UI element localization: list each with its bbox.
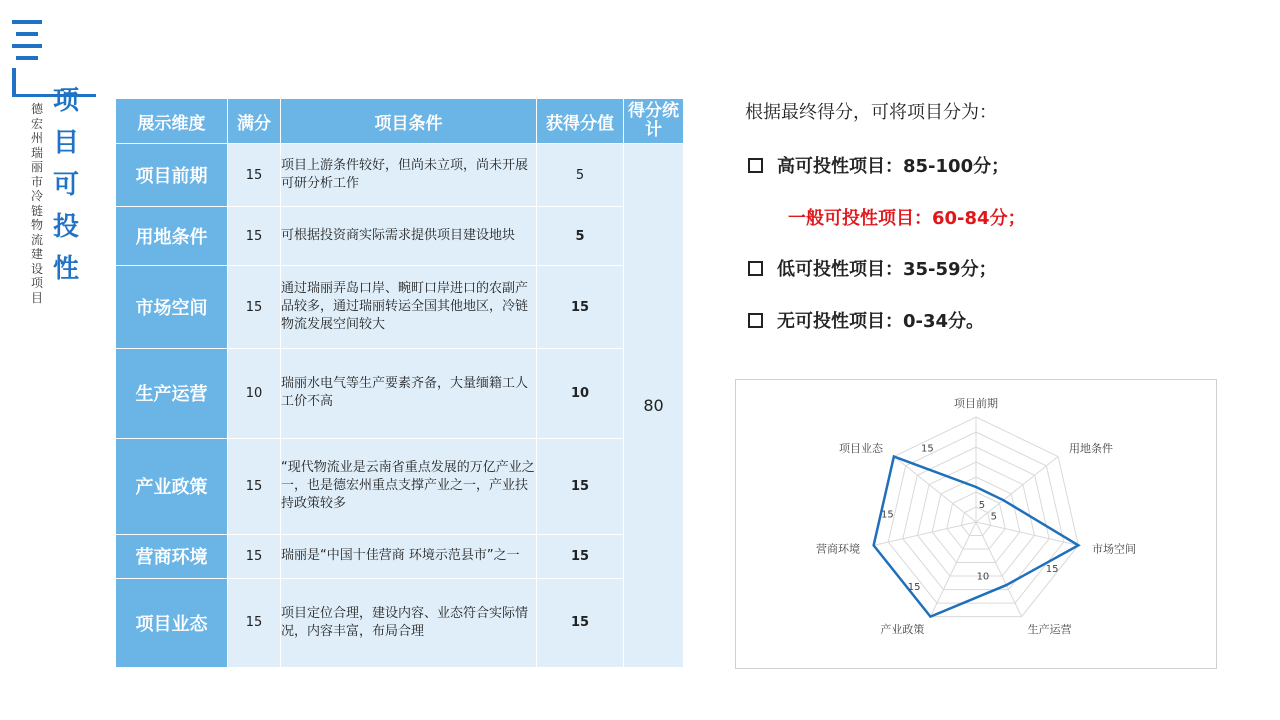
radar-category-label: 项目业态 [838,441,883,455]
row-condition: 瑞丽水电气等生产要素齐备，大量缅籍工人工价不高 [281,349,537,438]
header-total: 得分统计 [624,99,684,144]
row-score: 5 [537,144,624,207]
radar-data-label: 10 [976,571,990,583]
level-high [748,152,1009,178]
row-dimension: 营商环境 [116,534,228,578]
radar-data-label: 15 [921,443,934,455]
radar-category-label: 用地条件 [1069,441,1114,455]
row-full-score: 10 [228,349,281,438]
level-label: 高可投性项目：85-100分； [777,156,1010,177]
row-condition: 瑞丽是“中国十佳营商 环境示范县市”之一 [281,534,537,578]
row-dimension: 项目前期 [116,144,228,207]
row-full-score: 15 [228,207,281,266]
row-full-score: 15 [228,578,281,667]
radar-spoke [874,522,976,545]
header-full-score: 满分 [228,99,281,144]
table-row [116,534,684,578]
level-medium [788,204,1026,230]
header-score: 获得分值 [537,99,624,144]
radar-category-label: 市场空间 [1092,542,1137,556]
header-condition: 项目条件 [281,99,537,144]
radar-data-label: 15 [881,509,894,521]
radar-chart [735,379,1217,669]
row-score: 5 [537,207,624,266]
classification-intro: 根据最终得分，可将项目分为： [745,102,997,123]
row-score: 15 [537,266,624,349]
checkbox-square-icon [748,313,763,328]
row-dimension: 生产运营 [116,349,228,438]
checkbox-square-icon [748,261,763,276]
radar-data-label: 5 [990,511,998,523]
checkbox-square-icon [748,158,763,173]
level-low [748,255,997,281]
radar-category-label: 产业政策 [880,623,925,637]
row-dimension: 项目业态 [116,578,228,667]
level-none [748,307,984,333]
radar-chart-svg [736,380,1216,668]
row-full-score: 15 [228,534,281,578]
table-row [116,578,684,667]
page-title: 项目可投性 [52,86,79,284]
level-label: 一般可投性项目：60-84分； [788,208,1026,229]
row-score: 15 [537,438,624,534]
table-row [116,266,684,349]
level-label: 低可投性项目：35-59分； [777,259,997,280]
row-dimension: 用地条件 [116,207,228,266]
table-row [116,349,684,438]
row-condition: 通过瑞丽弄岛口岸、畹町口岸进口的农副产品较多，通过瑞丽转运全国其他地区，冷链物流发展空间较大 [281,266,537,349]
page-subtitle: 德宏州瑞丽市冷链物流建设项目 [31,102,44,305]
row-score: 10 [537,349,624,438]
row-score: 15 [537,534,624,578]
radar-category-label: 生产运营 [1027,623,1072,637]
row-full-score: 15 [228,144,281,207]
radar-category-label: 营商环境 [815,542,860,556]
row-condition: 项目上游条件较好，但尚未立项，尚未开展可研分析工作 [281,144,537,207]
level-label: 无可投性项目：0-34分。 [777,311,985,332]
table-row [116,438,684,534]
row-full-score: 15 [228,438,281,534]
row-condition: 项目定位合理，建设内容、业态符合实际情况，内容丰富，布局合理 [281,578,537,667]
row-condition: 可根据投资商实际需求提供项目建设地块 [281,207,537,266]
radar-data-label: 5 [978,499,986,511]
radar-spoke [976,522,1078,545]
row-condition: “现代物流业是云南省重点发展的万亿产业之一，也是德宏州重点支撑产业之一，产业扶持政策较多 [281,438,537,534]
score-table [115,98,684,668]
radar-category-label: 项目前期 [954,397,998,410]
row-full-score: 15 [228,266,281,349]
row-dimension: 产业政策 [116,438,228,534]
radar-data-label: 15 [1045,564,1059,576]
radar-data-label: 15 [907,581,921,593]
table-row [116,207,684,266]
table-row [116,144,684,207]
row-dimension: 市场空间 [116,266,228,349]
row-score: 15 [537,578,624,667]
header-dimension: 展示维度 [116,99,228,144]
total-score: 80 [624,144,684,668]
